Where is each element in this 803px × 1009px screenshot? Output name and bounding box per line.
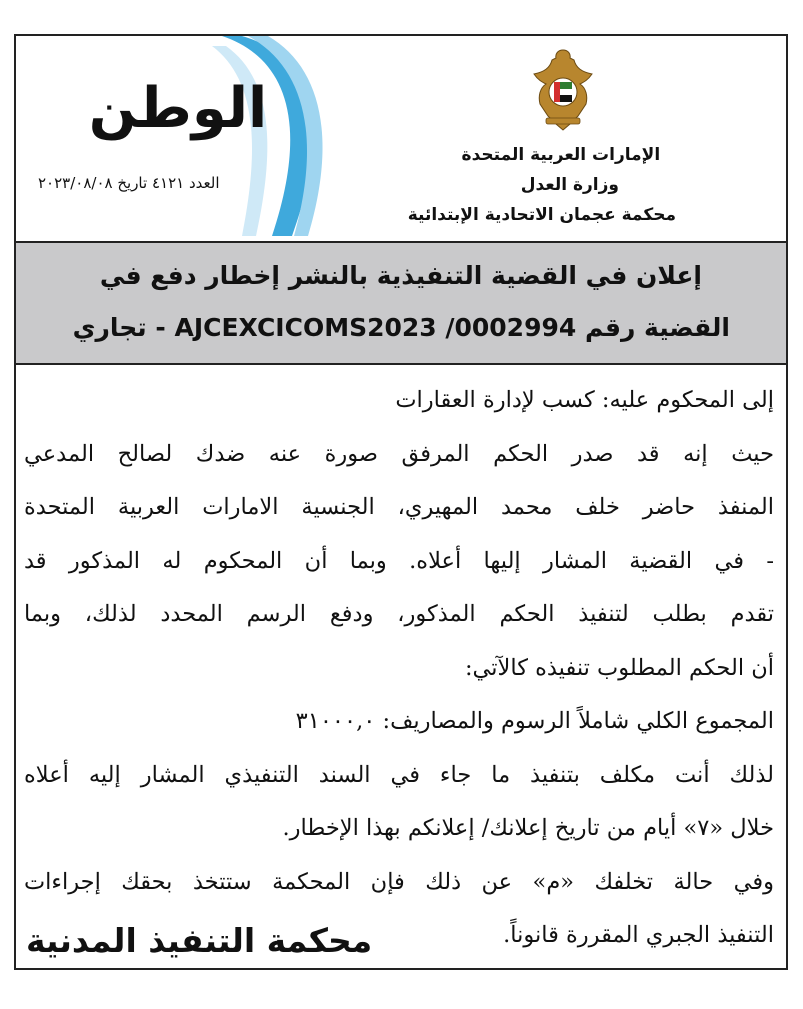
body-line: أن الحكم المطلوب تنفيذه كالآتي: <box>464 654 774 681</box>
title-band <box>16 241 786 365</box>
body-line: حيث إنه قد صدر الحكم المرفق صورة عنه ضدك لصالح المدعي <box>24 440 774 467</box>
body-line: التنفيذ الجبري المقررة قانوناً. <box>503 922 774 948</box>
body-line: وفي حالة تخلفك «م» عن ذلك فإن المحكمة ستتخذ بحقك إجراءات <box>24 868 774 895</box>
court-name: محكمة عجمان الاتحادية الإبتدائية <box>407 205 676 225</box>
title-line-1: إعلان في القضية التنفيذية بالنشر إخطار دفع في <box>99 261 702 290</box>
newspaper-name: الوطن <box>88 76 268 141</box>
country-name: الإمارات العربية المتحدة <box>461 145 661 165</box>
uae-falcon-emblem-icon <box>524 44 602 134</box>
title-line-2: القضية رقم AJCEXCICOMS2023 /0002994 - تجاري <box>72 313 730 342</box>
body-line: خلال «٧» أيام من تاريخ إعلانك/ إعلانكم بهذا الإخطار. <box>282 815 774 841</box>
body-line: لذلك أنت مكلف بتنفيذ ما جاء في السند التنفيذي المشار إليه أعلاه <box>24 761 774 788</box>
notice-frame <box>14 34 788 970</box>
body-line: المنفذ حاضر خلف محمد المهيري، الجنسية الامارات العربية المتحدة <box>24 494 774 520</box>
body-line: - في القضية المشار إليها أعلاه. وبما أن المحكوم له المذكور قد <box>24 547 774 574</box>
body-line: المجموع الكلي شاملاً الرسوم والمصاريف: ٣١٠٠٠,٠ <box>295 708 774 734</box>
notice-body <box>24 374 774 963</box>
issue-date-line: العدد ٤١٢١ تاريخ ٢٠٢٣/٠٨/٠٨ <box>38 174 220 192</box>
ministry-name: وزارة العدل <box>520 175 619 195</box>
body-line: إلى المحكوم عليه: كسب لإدارة العقارات <box>395 387 774 413</box>
body-line: تقدم بطلب لتنفيذ الحكم المذكور، ودفع الرسم المحدد لذلك، وبما <box>24 601 774 627</box>
court-stamp-text: محكمة التنفيذ المدنية <box>26 921 373 960</box>
government-header <box>407 140 698 230</box>
